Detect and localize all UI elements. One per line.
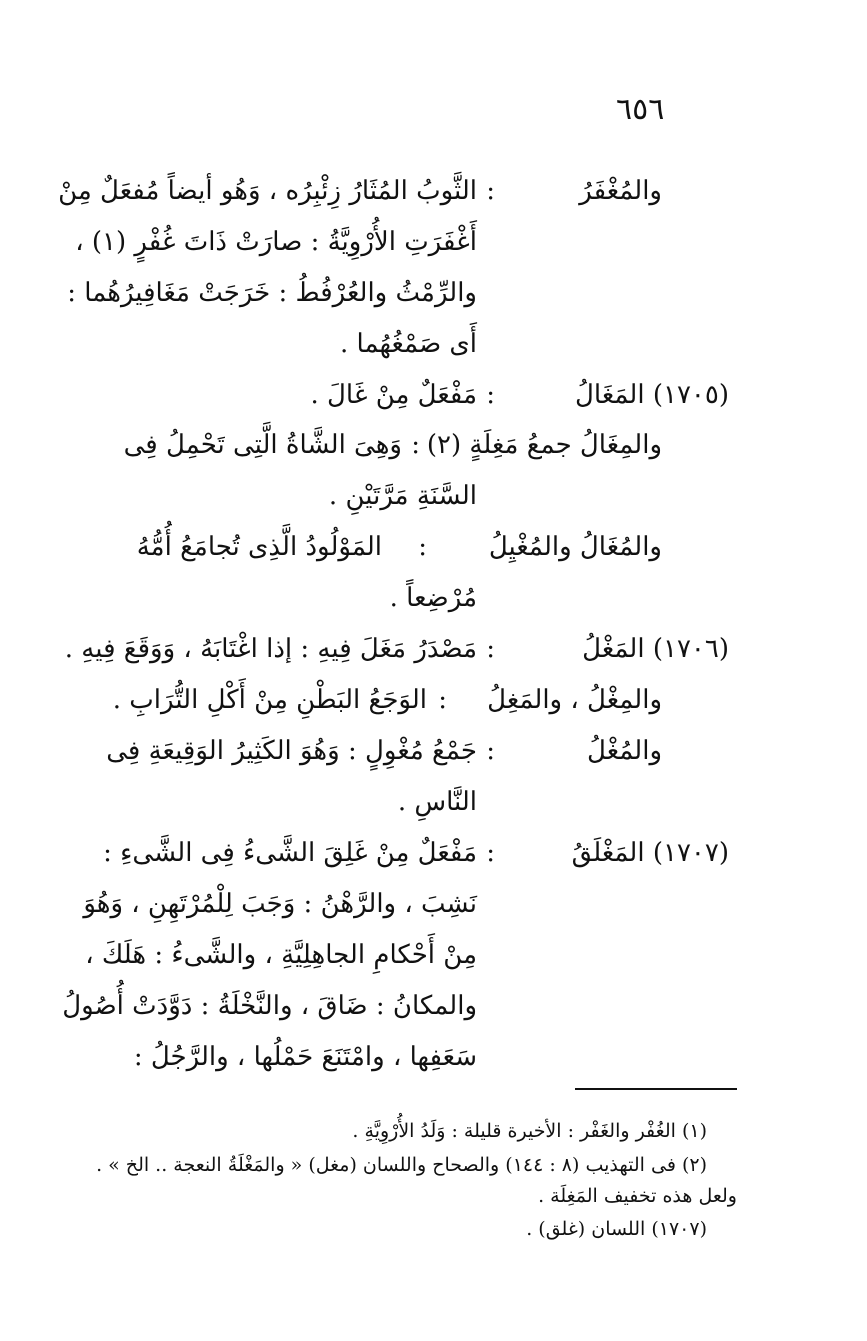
entry-headword: (١٧٠٧) المَغْلَقُ [571,838,729,868]
entry-colon: : [418,532,427,562]
footnote-divider [575,1088,737,1090]
entry-continuation: سَعَفِها ، وامْتَنَعَ حَمْلُها ، والرَّجُلُ : [133,1042,477,1072]
entry-colon: : [486,838,495,868]
entry-definition: مَصْدَرُ مَغَلَ فِيهِ : إذا اغْتَابَهُ ، وَوَقَعَ فِيهِ . [64,634,477,664]
entry-headword: والمُغْفَرُ [579,176,662,206]
entry-continuation: أَى صَمْغُهُما . [340,329,477,359]
footnote: (١٧٠٧) اللسان (غلق) . [526,1218,707,1240]
entry-definition: الثَّوبُ المُثَارُ زِئْبِرُه ، وَهُو أيضاً مُفعَلٌ مِنْ [58,176,477,206]
entry-continuation: أَغْفَرَتِ الأُرْوِيَّةُ : صارَتْ ذَاتَ غُفْرٍ (١) ، [75,227,477,257]
footnote: (٢) فى التهذيب (٨ : ١٤٤) والصحاح واللسان (مغل) « والمَغْلَةُ النعجة .. الخ » . [96,1154,707,1176]
entry-continuation: والمكانُ : ضَاقَ ، والنَّخْلَةُ : دَوَّدَتْ أُصُولُ [62,991,477,1021]
entry-continuation: السَّنَةِ مَرَّتَيْنِ . [328,481,477,511]
entry-definition: مَفْعَلٌ مِنْ غَالَ . [310,380,477,410]
entry-headword: والمِغْلُ ، والمَغِلُ [487,685,662,715]
entry-definition: جَمْعُ مُغْوِلٍ : وَهُوَ الكَثِيرُ الوَقِيعَةِ فِى [106,736,477,766]
footnote: (١) الغُفْر والغَفْر : الأخيرة قليلة : وَلَدُ الأُرْوِيَّةِ . [352,1120,707,1142]
entry-definition: المَوْلُودُ الَّذِى تُجامَعُ أُمُّهُ [136,532,382,562]
entry-continuation: نَشِبَ ، والرَّهْنُ : وَجَبَ لِلْمُرْتَهِنِ ، وَهُوَ [83,889,477,919]
entry-headword: والمِغَالُ جمعُ مَغِلَةٍ (٢) [426,430,662,460]
entry-continuation: النَّاسِ . [397,787,477,817]
entry-definition: الوَجَعُ البَطْنِ مِنْ أَكْلِ التُّرَابِ . [112,685,427,715]
entry-colon: : [438,685,447,715]
entry-headword: (١٧٠٦) المَغْلُ [582,634,729,664]
entry-headword: (١٧٠٥) المَغَالُ [575,380,729,410]
entry-continuation: مِنْ أَحْكامِ الجاهِلِيَّةِ ، والشَّىءُ : هَلَكَ ، [85,940,477,970]
entry-continuation: مُرْضِعاً . [389,583,477,613]
footnote: ولعل هذه تخفيف المَغِلَة . [538,1185,737,1207]
entry-definition: وَهِىَ الشَّاةُ الَّتِى تَحْمِلُ فِى [123,430,402,460]
entry-colon: : [486,176,495,206]
entry-headword: والمُغَالُ والمُغْيِلُ [488,532,662,562]
entry-headword: والمُغْلُ [587,736,662,766]
entry-colon: : [486,736,495,766]
page-number: ٦٥٦ [616,92,665,127]
entry-continuation: والرِّمْثُ والعُرْفُطُ : خَرَجَتْ مَغَافِيرُهُما : [67,278,477,308]
entry-colon: : [411,430,420,460]
entry-colon: : [486,634,495,664]
entry-colon: : [486,380,495,410]
entry-definition: مَفْعَلٌ مِنْ غَلِقَ الشَّىءُ فِى الشَّىءِ : [103,838,477,868]
